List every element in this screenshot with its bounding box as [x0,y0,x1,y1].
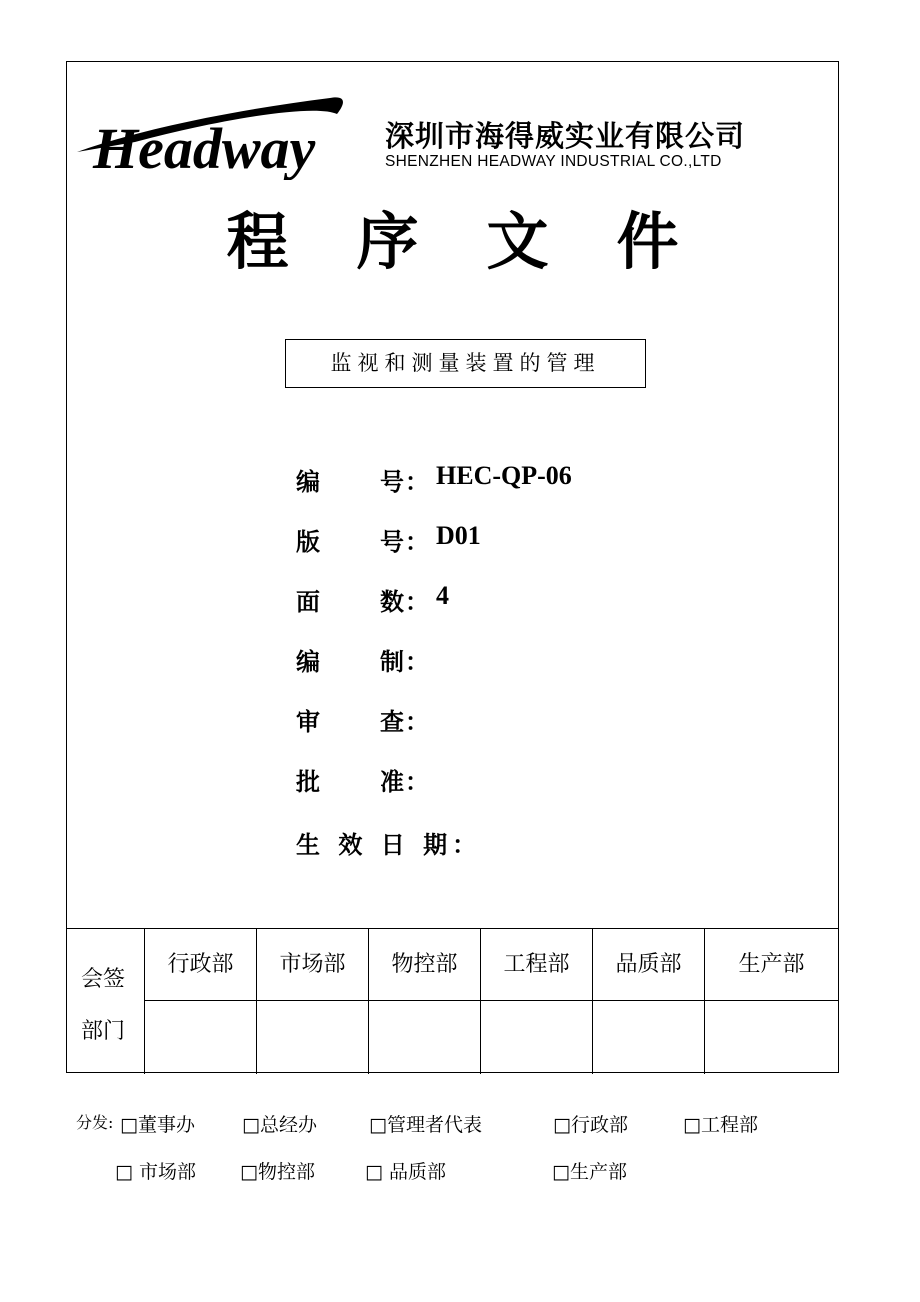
info-value: D01 [436,521,481,550]
logo-text: Headway [93,116,316,180]
info-key-1: 编 [296,647,320,676]
info-row-effective-date: 生 效 日 期： [296,830,482,859]
sign-cell-admin[interactable] [145,1001,257,1074]
dept-header-material-control: 物控部 [369,929,481,1001]
company-name-cn: 深圳市海得威实业有限公司 [385,119,746,153]
dept-header-quality: 品质部 [593,929,705,1001]
info-key-2: 号 [380,467,404,496]
sign-off-table [67,928,838,1074]
info-key-2: 号 [380,527,404,556]
dept-header-production: 生产部 [705,929,838,1001]
info-value: HEC-QP-06 [436,461,572,490]
sign-off-label-line1: 会签 [81,967,126,992]
sign-cell-quality[interactable] [593,1001,705,1074]
distribution-row-1 [76,1110,113,1133]
headway-logo [75,90,375,180]
info-key-1: 编 [296,467,320,496]
info-colon: ： [405,647,429,676]
sign-off-label-line2: 部门 [81,1019,126,1044]
sign-off-label-cell [67,929,145,1074]
info-colon: ： [405,527,429,556]
document-frame [66,61,839,1073]
sign-cell-material-control[interactable] [369,1001,481,1074]
dist-checkbox-board[interactable]: □董事办 [120,1114,195,1136]
dept-header-engineering: 工程部 [481,929,593,1001]
dist-checkbox-gm-office[interactable]: □总经办 [242,1114,317,1136]
info-colon: ： [405,467,429,496]
document-type-title: 程序文件 [226,205,747,278]
company-name-en: SHENZHEN HEADWAY INDUSTRIAL CO.,LTD [385,153,722,170]
dist-checkbox-engineering[interactable]: □工程部 [683,1114,758,1136]
info-key-1: 批 [296,767,320,796]
info-key-2: 准 [380,767,404,796]
info-key-2: 制 [380,647,404,676]
sign-cell-marketing[interactable] [257,1001,369,1074]
info-value: 4 [436,581,449,610]
dist-checkbox-quality[interactable]: □ 品质部 [365,1161,446,1183]
sign-cell-production[interactable] [705,1001,838,1074]
document-subject: 监视和测量装置的管理 [285,339,646,388]
info-key-1: 面 [296,587,320,616]
dept-header-admin: 行政部 [145,929,257,1001]
info-key-2: 查 [380,707,404,736]
dist-checkbox-material-control[interactable]: □物控部 [240,1161,315,1183]
dist-checkbox-production[interactable]: □生产部 [552,1161,627,1183]
info-key-2: 数 [380,587,404,616]
sign-cell-engineering[interactable] [481,1001,593,1074]
info-key-1: 版 [296,527,320,556]
dist-checkbox-mgmt-rep[interactable]: □管理者代表 [369,1114,482,1136]
dept-header-marketing: 市场部 [257,929,369,1001]
info-colon: ： [405,707,429,736]
dist-checkbox-admin[interactable]: □行政部 [553,1114,628,1136]
info-colon: ： [405,587,429,616]
info-colon: ： [405,767,429,796]
info-key-1: 审 [296,707,320,736]
dist-checkbox-marketing[interactable]: □ 市场部 [115,1161,196,1183]
distribution-prefix: 分发: [76,1113,114,1132]
